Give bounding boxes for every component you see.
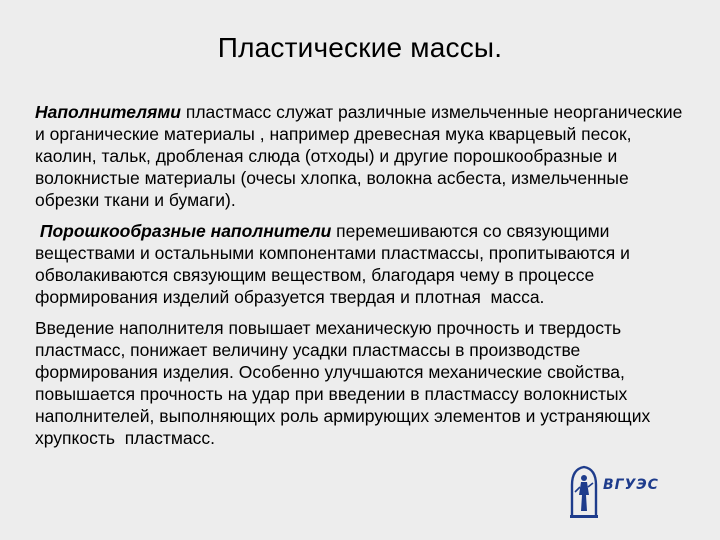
slide-title: Пластические массы. (217, 32, 503, 63)
slide-body (35, 101, 685, 458)
paragraph-lead: Наполнителями (35, 102, 181, 122)
paragraph-lead: Порошкообразные наполнители (35, 221, 332, 241)
university-logo (566, 463, 676, 521)
paragraph-fillers (35, 101, 685, 211)
university-logo-text: ВГУЭС (603, 477, 659, 493)
paragraph-text: пластмасс служат различные измельченные неорганические и органические материалы , например древесная мука кварцевый песок, каолин, тальк, дробленая слюда (отходы) и другие порошкообразные и волокнистые материалы (очесы хлопка, волокна асбеста, измельченные обрезки ткани и бумаги). (35, 102, 683, 210)
paragraph-powder-fillers (35, 220, 685, 308)
paragraph-effects (35, 317, 685, 449)
university-emblem-icon (566, 463, 602, 521)
paragraph-text: перемешиваются со связующими веществами и остальными компонентами пластмассы, пропитываются и обволакиваются связующим веществом, благодаря чему в процессе формирования изделий образуется твердая и плотная масса. (35, 221, 635, 307)
paragraph-text: Введение наполнителя повышает механическую прочность и твердость пластмасс, понижает величину усадки пластмассы в производстве формирования изделия. Особенно улучшаются механические свойства, повышается прочность на удар при введении в пластмассу волокнистых наполнителей, выполняющих роль армирующих элементов и устраняющих хрупкость пластмасс. (35, 318, 656, 448)
